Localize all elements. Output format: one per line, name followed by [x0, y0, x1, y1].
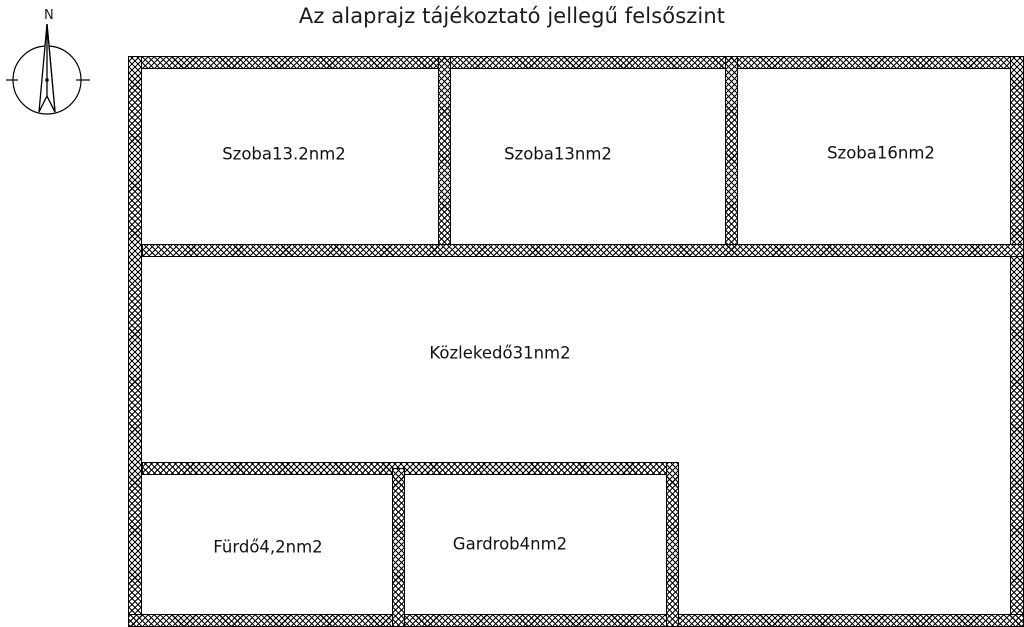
wall-interior-corridor-bottom: [142, 462, 678, 475]
room-label-szoba-16: Szoba16nm2: [827, 143, 935, 163]
wall-exterior-top: [128, 56, 1024, 69]
wall-exterior-bottom: [128, 614, 1024, 627]
compass-north-icon: [6, 8, 98, 124]
wall-interior-lower-div1: [392, 468, 405, 627]
page-title: Az alaprajz tájékoztató jellegű felsőszint: [298, 4, 726, 28]
room-label-gardrob: Gardrob4nm2: [452, 534, 568, 554]
room-label-szoba-13-2: Szoba13.2nm2: [222, 144, 346, 164]
wall-exterior-right: [1010, 56, 1024, 627]
room-label-szoba-13: Szoba13nm2: [504, 144, 612, 164]
compass-rose: [6, 8, 98, 124]
room-label-kozlekedo: Közlekedő31nm2: [429, 343, 571, 363]
wall-interior-upper-div1: [438, 56, 451, 256]
wall-interior-lower-div2: [666, 462, 679, 627]
wall-exterior-left: [128, 56, 142, 627]
room-label-furdo: Fürdő4,2nm2: [213, 537, 323, 557]
floorplan-drawing: [120, 48, 1024, 627]
compass-north-label: N: [44, 8, 54, 23]
wall-interior-upper-div2: [725, 56, 738, 256]
wall-interior-corridor-top: [142, 244, 1024, 257]
